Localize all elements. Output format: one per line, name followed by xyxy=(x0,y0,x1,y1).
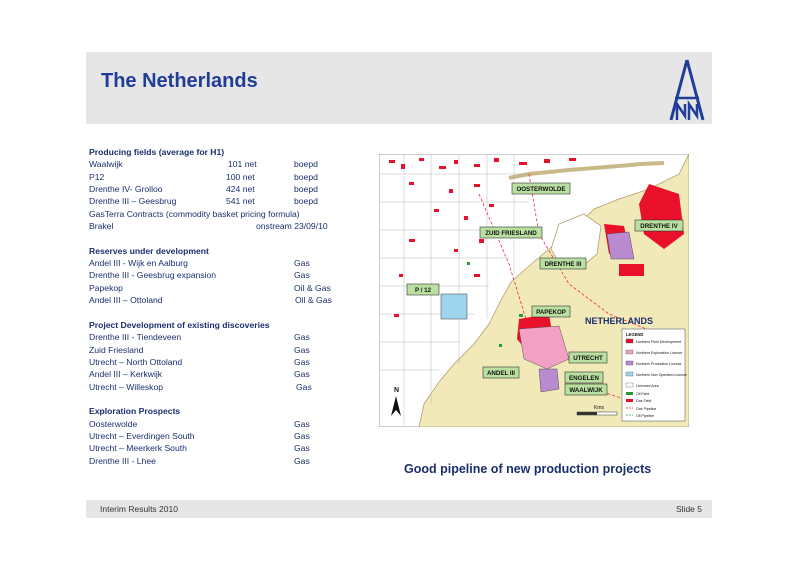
label-drenthe-iv: DRENTHE IV xyxy=(640,223,678,230)
map-legend xyxy=(622,329,687,421)
svg-text:Northern Exploration Licence: Northern Exploration Licence xyxy=(636,351,683,355)
footer-title: Interim Results 2010 xyxy=(100,504,178,514)
netherlands-licence-map xyxy=(379,154,689,427)
list-item: Drenthe III - Lhee Gas xyxy=(89,455,310,466)
svg-text:N: N xyxy=(394,387,400,394)
label-p12: P / 12 xyxy=(414,287,432,294)
tagline: Good pipeline of new production projects xyxy=(404,462,652,476)
label-engelen: ENGELEN xyxy=(569,375,599,382)
list-item: Utrecht – Meerkerk South Gas xyxy=(89,443,310,454)
list-item: Andel III - Wijk en Aalburg Gas xyxy=(89,258,310,269)
label-zuid-friesland: ZUID FRIESLAND xyxy=(485,230,537,237)
list-item: Waalwijk 101 net boepd xyxy=(89,159,318,170)
list-item: Drenthe III – Geesbrug 541 net boepd xyxy=(89,196,318,207)
list-item: Oosterwolde Gas xyxy=(89,418,310,429)
page-title: The Netherlands xyxy=(101,70,258,92)
svg-text:Kms: Kms xyxy=(594,405,604,411)
licence-purple-drenthe xyxy=(607,232,634,259)
list-item: Andel III – Kerkwijk Gas xyxy=(89,369,310,380)
section-heading-reserves: Reserves under development xyxy=(89,245,209,256)
licence-purple-waalwijk xyxy=(539,369,559,392)
label-oosterwolde: OOSTERWOLDE xyxy=(516,186,566,193)
list-item: Utrecht – Willeskop Gas xyxy=(89,381,312,392)
list-item: Utrecht – North Ottoland Gas xyxy=(89,356,310,367)
label-utrecht: UTRECHT xyxy=(573,355,603,362)
label-andel-iii: ANDEL III xyxy=(486,370,516,377)
label-papekop: PAPEKOP xyxy=(536,309,566,316)
svg-text:Oil Pipeline: Oil Pipeline xyxy=(636,414,655,418)
list-item: Drenthe III - Tiendeveen Gas xyxy=(89,332,310,343)
fields-list xyxy=(89,146,379,467)
svg-text:Northern Field Development: Northern Field Development xyxy=(636,340,681,344)
section-heading-exploration: Exploration Prospects xyxy=(89,406,181,417)
slide-number: Slide 5 xyxy=(676,504,702,514)
label-waalwijk: WAALWIJK xyxy=(569,387,603,394)
company-logo-icon xyxy=(669,58,705,122)
svg-text:Oil Field: Oil Field xyxy=(636,392,650,396)
list-item: Andel III – Ottoland Oil & Gas xyxy=(89,295,332,306)
section-heading-producing: Producing fields (average for H1) xyxy=(89,147,225,157)
list-item: Zuid Friesland Gas xyxy=(89,344,310,355)
svg-text:Northern Non Operated Licence: Northern Non Operated Licence xyxy=(636,373,687,377)
list-item: Brakel onstream 23/09/10 xyxy=(89,221,328,232)
list-item: Papekop Oil & Gas xyxy=(89,282,331,293)
list-item: P12 100 net boepd xyxy=(89,171,318,182)
svg-text:Gas Field: Gas Field xyxy=(636,399,652,403)
list-item: Drenthe IV- Grolloo 424 net boepd xyxy=(89,184,318,195)
label-drenthe-iii: DRENTHE III xyxy=(544,261,582,268)
svg-text:Gas Pipeline: Gas Pipeline xyxy=(636,407,657,411)
svg-text:LEGEND: LEGEND xyxy=(626,332,644,337)
section-heading-project-development: Project Development of existing discoveries xyxy=(89,319,270,330)
footer-band xyxy=(86,500,712,518)
licence-p12-block xyxy=(441,294,467,319)
svg-text:Licenced Area: Licenced Area xyxy=(636,384,659,388)
list-item: GasTerra Contracts (commodity basket pricing formula) xyxy=(89,208,300,219)
label-netherlands: NETHERLANDS xyxy=(585,316,654,326)
list-item: Drenthe III - Geesbrug expansion Gas xyxy=(89,270,310,281)
list-item: Utrecht – Everdingen South Gas xyxy=(89,430,310,441)
svg-text:Northern Production Licence: Northern Production Licence xyxy=(636,362,682,366)
